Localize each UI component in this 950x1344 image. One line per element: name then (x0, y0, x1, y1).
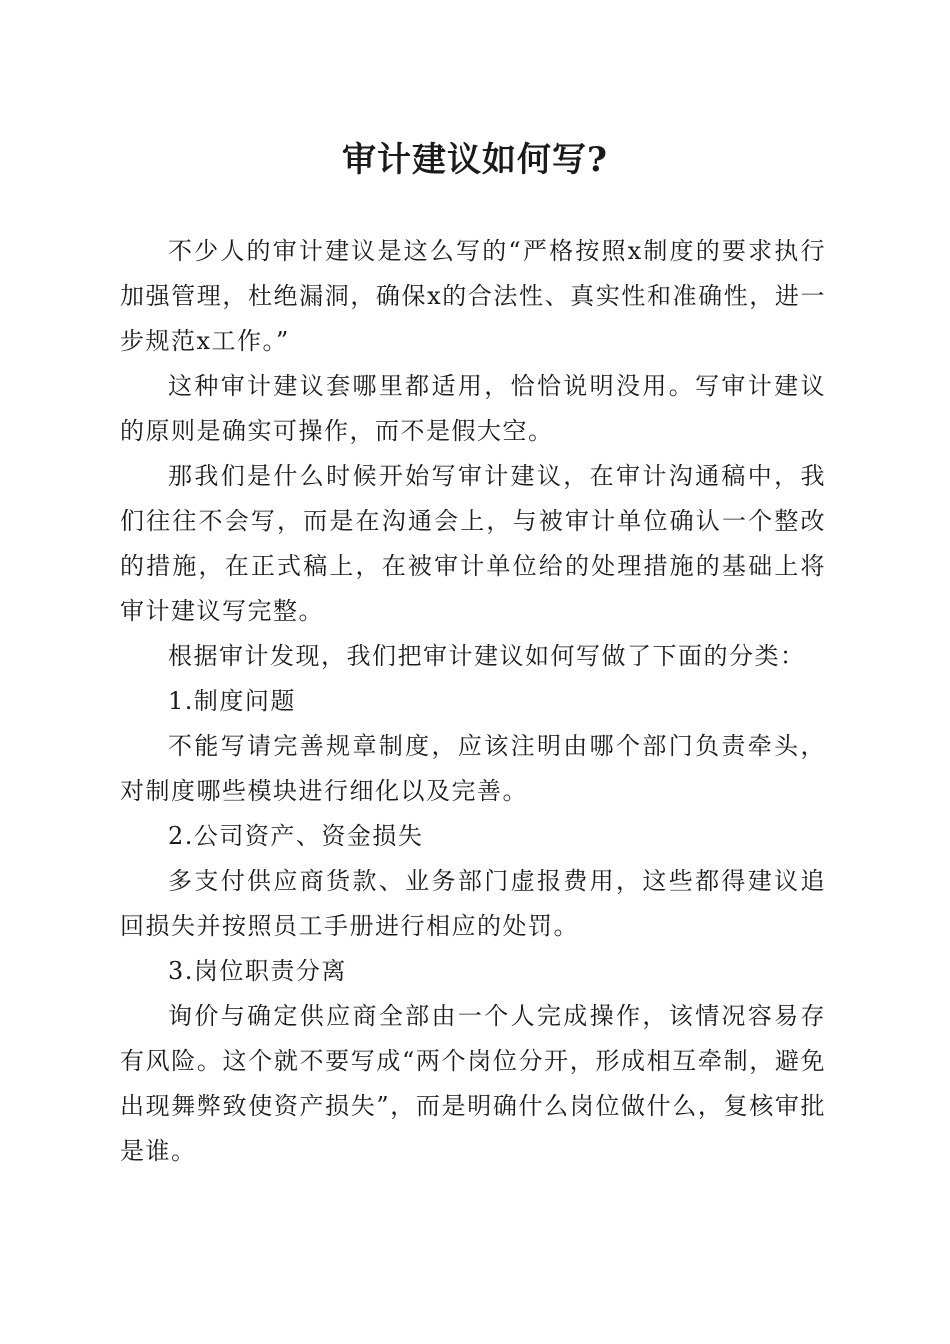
paragraph-section-1: 不能写请完善规章制度，应该注明由哪个部门负责牵头，对制度哪些模块进行细化以及完善。 (120, 732, 826, 805)
paragraph-section-2: 多支付供应商货款、业务部门虚报费用，这些都得建议追回损失并按照员工手册进行相应的处罚。 (120, 867, 826, 940)
paragraph-critique: 这种审计建议套哪里都适用，恰恰说明没用。写审计建议的原则是确实可操作，而不是假大空。 (120, 372, 826, 445)
document-title: 审计建议如何写? (342, 140, 608, 180)
section-heading-1: 1.制度问题 (168, 687, 296, 715)
paragraph-timing: 那我们是什么时候开始写审计建议，在审计沟通稿中，我们往往不会写，而是在沟通会上，与被审计单位确认一个整改的措施，在正式稿上，在被审计单位给的处理措施的基础上将审计建议写完整。 (120, 462, 826, 625)
section-heading-2: 2.公司资产、资金损失 (168, 822, 424, 850)
paragraph-classification: 根据审计发现，我们把审计建议如何写做了下面的分类： (168, 642, 806, 670)
paragraph-section-3: 询价与确定供应商全部由一个人完成操作，该情况容易存有风险。这个就不要写成“两个岗位分开，形成相互牵制，避免出现舞弊致使资产损失”，而是明确什么岗位做什么，复核审批是谁。 (120, 1002, 826, 1165)
document-body (120, 229, 826, 1174)
section-heading-3: 3.岗位职责分离 (168, 957, 347, 985)
paragraph-intro: 不少人的审计建议是这么写的“严格按照x制度的要求执行加强管理，杜绝漏洞，确保x的合法性、真实性和准确性，进一步规范x工作。” (120, 237, 826, 355)
